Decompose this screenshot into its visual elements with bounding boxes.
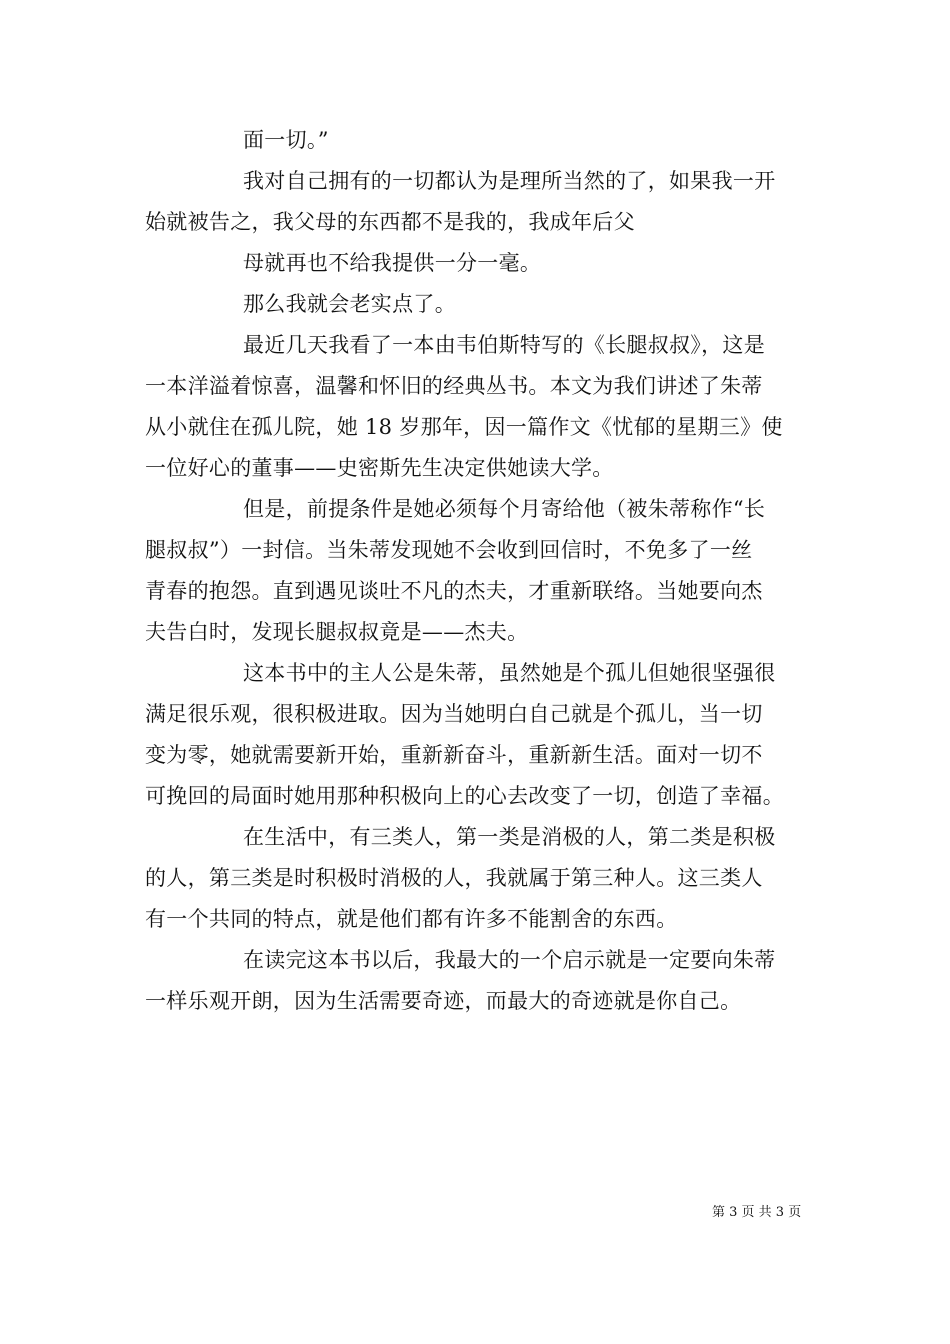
text-line: 一位好心的董事——史密斯先生决定供她读大学。 [145,456,614,480]
text-line: 夫告白时，发现长腿叔叔竟是——杰夫。 [145,620,529,644]
text-line: 那么我就会老实点了。 [243,292,456,316]
text-line: 的人，第三类是时积极时消极的人，我就属于第三种人。这三类人 [145,866,763,890]
text-line: 面一切。” [243,128,329,152]
text-line: 最近几天我看了一本由韦伯斯特写的《长腿叔叔》，这是 [243,333,765,357]
page-number-footer: 第 3 页 共 3 页 [712,1205,802,1220]
text-line: 青春的抱怨。直到遇见谈吐不凡的杰夫，才重新联络。当她要向杰 [145,579,763,603]
text-line: 始就被告之，我父母的东西都不是我的，我成年后父 [145,210,635,234]
text-line: 腿叔叔”）一封信。当朱蒂发现她不会收到回信时，不免多了一丝 [145,538,753,562]
text-line: 在读完这本书以后，我最大的一个启示就是一定要向朱蒂 [243,948,776,972]
text-line: 在生活中，有三类人，第一类是消极的人，第二类是积极 [243,825,776,849]
text-line: 一本洋溢着惊喜，温馨和怀旧的经典丛书。本文为我们讲述了朱蒂 [145,374,763,398]
text-line: 变为零，她就需要新开始，重新新奋斗，重新新生活。面对一切不 [145,743,763,767]
text-line: 这本书中的主人公是朱蒂，虽然她是个孤儿但她很坚强很 [243,661,776,685]
body-text [145,120,810,1022]
text-line: 母就再也不给我提供一分一毫。 [243,251,542,275]
text-line: 满足很乐观，很积极进取。因为当她明白自己就是个孤儿，当一切 [145,702,763,726]
text-line: 有一个共同的特点，就是他们都有许多不能割舍的东西。 [145,907,678,931]
text-line: 但是，前提条件是她必须每个月寄给他（被朱蒂称作“长 [243,497,766,521]
text-line: 可挽回的局面时她用那种积极向上的心去改变了一切，创造了幸福。 [145,784,784,808]
text-line: 一样乐观开朗，因为生活需要奇迹，而最大的奇迹就是你自己。 [145,989,742,1013]
text-line: 从小就住在孤儿院，她 18 岁那年，因一篇作文《忧郁的星期三》使 [145,415,783,439]
text-line: 我对自己拥有的一切都认为是理所当然的了，如果我一开 [243,169,776,193]
